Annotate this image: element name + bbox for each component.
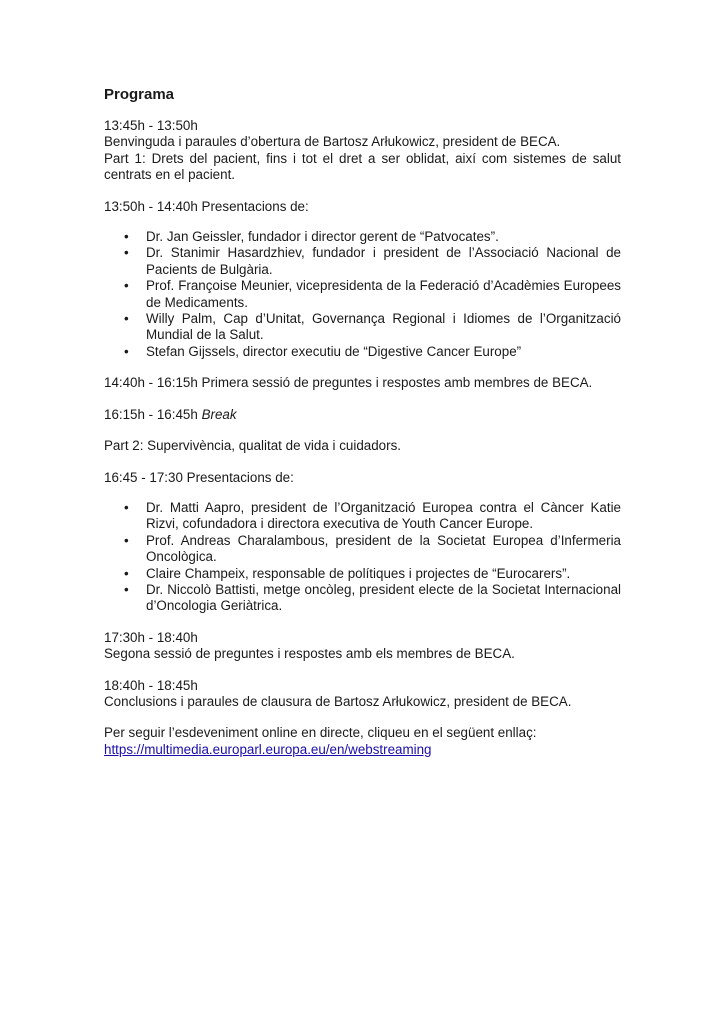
list-item: • Dr. Jan Geissler, fundador i director gerent de “Patvocates”. — [104, 229, 621, 245]
qa-session-2-time: 17:30h - 18:40h — [104, 629, 198, 645]
qa-session-2-text: Segona sessió de preguntes i respostes amb els membres de BECA. — [104, 646, 515, 662]
page-title: Programa — [104, 86, 175, 103]
footer-block — [104, 725, 621, 758]
webstreaming-link[interactable]: https://multimedia.europarl.europa.eu/en/webstreaming — [104, 741, 432, 757]
document-page — [104, 86, 621, 773]
list-item: • Dr. Matti Aapro, president de l’Organització Europea contra el Càncer Katie Rizvi, cofundadora i directora executiva de Youth Cancer Europe. — [104, 500, 621, 533]
presentations-2-heading: 16:45 - 17:30 Presentacions de: — [104, 469, 294, 485]
part1-text: Part 1: Drets del pacient, fins i tot el dret a ser oblidat, així com sistemes de salut centrats en el pacient. — [104, 150, 621, 183]
list-item: • Prof. Françoise Meunier, vicepresidenta de la Federació d’Acadèmies Europees de Medicaments. — [104, 278, 621, 311]
break-time: 16:15h - 16:45h — [104, 406, 198, 422]
closing-block — [104, 678, 621, 711]
closing-time: 18:40h - 18:45h — [104, 677, 198, 693]
list-item: • Dr. Stanimir Hasardzhiev, fundador i president de l’Associació Nacional de Pacients de Bulgària. — [104, 245, 621, 278]
list-item: • Stefan Gijssels, director executiu de “Digestive Cancer Europe” — [104, 344, 621, 360]
break-block — [104, 407, 621, 423]
presentations-2-list — [104, 500, 621, 615]
opening-block — [104, 118, 621, 184]
qa-session-1: 14:40h - 16:15h Primera sessió de preguntes i respostes amb membres de BECA. — [104, 375, 593, 391]
presentations-1-list — [104, 229, 621, 360]
opening-text: Benvinguda i paraules d’obertura de Bartosz Arłukowicz, president de BECA. — [104, 134, 561, 150]
list-item: • Willy Palm, Cap d’Unitat, Governança Regional i Idiomes de l’Organització Mundial de la Salut. — [104, 311, 621, 344]
list-item: • Claire Champeix, responsable de polítiques i projectes de “Eurocarers”. — [104, 566, 621, 582]
list-item: • Prof. Andreas Charalambous, president de la Societat Europea d’Infermeria Oncològica. — [104, 533, 621, 566]
closing-text: Conclusions i paraules de clausura de Bartosz Arłukowicz, president de BECA. — [104, 693, 572, 709]
opening-time: 13:45h - 13:50h — [104, 118, 198, 133]
break-label: Break — [201, 406, 237, 422]
qa-session-2 — [104, 630, 621, 663]
footer-text: Per seguir l’esdeveniment online en directe, cliqueu en el següent enllaç: — [104, 725, 537, 741]
presentations-1-heading: 13:50h - 14:40h Presentacions de: — [104, 198, 309, 214]
part2-text: Part 2: Supervivència, qualitat de vida i cuidadors. — [104, 438, 401, 454]
list-item: • Dr. Niccolò Battisti, metge oncòleg, president electe de la Societat Internacional d’Oncologia Geriàtrica. — [104, 582, 621, 615]
